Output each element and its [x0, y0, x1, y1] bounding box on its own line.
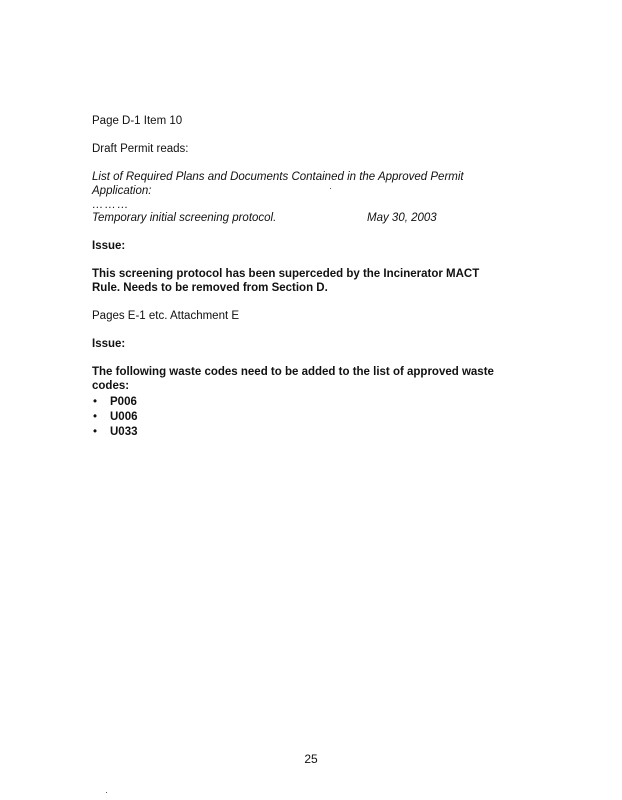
list-item — [92, 410, 138, 425]
quote-line-2: Application: — [92, 185, 152, 197]
issue-label-1: Issue: — [92, 240, 126, 252]
bullet-icon: • — [93, 396, 98, 408]
list-item — [92, 395, 138, 410]
issue-label-2: Issue: — [92, 338, 126, 350]
bullet-icon: • — [93, 411, 98, 423]
waste-code: U033 — [110, 426, 138, 438]
waste-code: P006 — [110, 396, 137, 408]
waste-code-list — [92, 395, 138, 440]
quote-item-date: May 30, 2003 — [367, 212, 437, 224]
list-item — [92, 425, 138, 440]
draft-permit-label: Draft Permit reads: — [92, 143, 189, 155]
issue-1-line-1: This screening protocol has been superceded by the Incinerator MACT — [92, 268, 480, 280]
section-heading-e1: Pages E-1 etc. Attachment E — [92, 310, 240, 322]
waste-code: U006 — [110, 411, 138, 423]
section-heading-d1: Page D-1 Item 10 — [92, 115, 183, 127]
issue-1-line-2: Rule. Needs to be removed from Section D. — [92, 282, 328, 294]
quote-ellipsis: ……… — [92, 199, 130, 211]
issue-2-line-2: codes: — [92, 380, 130, 392]
bullet-icon: • — [93, 426, 98, 438]
issue-2-line-1: The following waste codes need to be added to the list of approved waste — [92, 366, 494, 378]
quote-line-1: List of Required Plans and Documents Contained in the Approved Permit — [92, 171, 464, 183]
scan-speck — [330, 188, 331, 189]
quote-item-name: Temporary initial screening protocol. — [92, 212, 277, 224]
page-number: 25 — [304, 752, 318, 766]
scan-speck — [106, 792, 107, 793]
quote-item-row — [92, 211, 522, 225]
